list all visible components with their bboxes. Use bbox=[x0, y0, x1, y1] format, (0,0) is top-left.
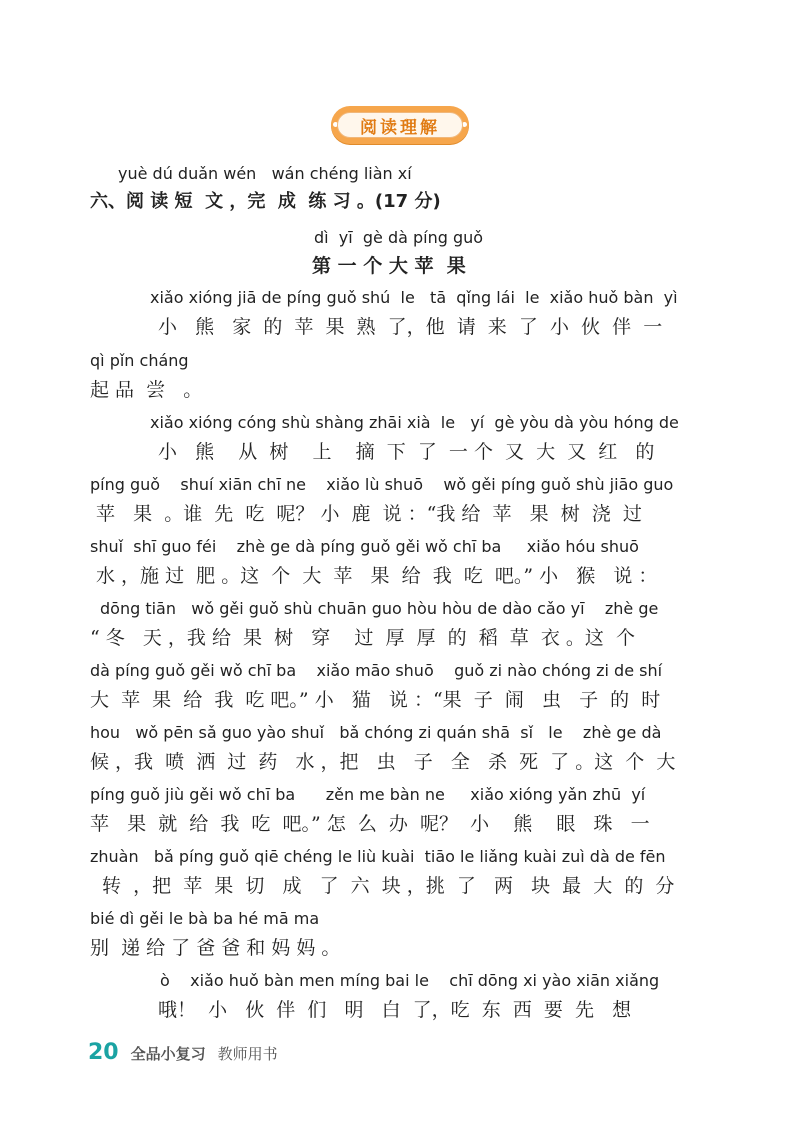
story-line-pinyin: dà píng guǒ gěi wǒ chī ba xiǎo māo shuō guǒ zi nào chóng zi de shí bbox=[90, 661, 663, 680]
story-line-text: 别 递 给 了 爸 爸 和 妈 妈 。 bbox=[90, 937, 341, 959]
story-line-pinyin: ò xiǎo huǒ bàn men míng bai le chī dōng xi yào xiān xiǎng bbox=[160, 971, 660, 990]
story-line-pinyin: hou wǒ pēn sǎ guo yào shuǐ bǎ chóng zi quán shā sǐ le zhè ge dà bbox=[90, 723, 662, 742]
story-line-text: 苹 果 就 给 我 吃 吧。” 怎 么 办 呢？ 小 熊 眼 珠 一 bbox=[90, 813, 650, 835]
question-pinyin: yuè dú duǎn wén wán chéng liàn xí bbox=[118, 164, 412, 183]
story-line-text: 小 熊 从 树 上 摘 下 了 一 个 又 大 又 红 的 bbox=[158, 441, 655, 463]
story-title: 第 一 个 大 苹 果 bbox=[312, 255, 466, 277]
story-line-pinyin: dōng tiān wǒ gěi guǒ shù chuān guo hòu hòu de dào cǎo yī zhè ge bbox=[100, 599, 659, 618]
page-number: 20 bbox=[88, 1040, 119, 1065]
story-line-text: 大 苹 果 给 我 吃 吧。” 小 猫 说 ：“果 子 闹 虫 子 的 时 bbox=[90, 689, 661, 711]
story-line-text: 小 熊 家 的 苹 果 熟 了，他 请 来 了 小 伙 伴 一 bbox=[158, 316, 663, 338]
story-line-pinyin: xiǎo xióng cóng shù shàng zhāi xià le yí gè yòu dà yòu hóng de bbox=[150, 413, 679, 432]
story-line-pinyin: qì pǐn cháng bbox=[90, 351, 189, 370]
story-line-pinyin: shuǐ shī guo féi zhè ge dà píng guǒ gěi wǒ chī ba xiǎo hóu shuō bbox=[90, 537, 639, 556]
story-line-pinyin: xiǎo xióng jiā de píng guǒ shú le tā qǐng lái le xiǎo huǒ bàn yì bbox=[150, 288, 678, 307]
question-text: 六、阅 读 短 文 ，完 成 练 习 。(17 分) bbox=[90, 191, 441, 212]
section-badge bbox=[331, 106, 469, 144]
story-line-pinyin: píng guǒ shuí xiān chī ne xiǎo lù shuō wǒ gěi píng guǒ shù jiāo guo bbox=[90, 475, 674, 494]
story-line-text: 转 ，把 苹 果 切 成 了 六 块 ，挑 了 两 块 最 大 的 分 bbox=[96, 875, 675, 897]
story-line-text: 水 ，施 过 肥 。这 个 大 苹 果 给 我 吃 吧。” 小 猴 说 ： bbox=[96, 565, 658, 587]
page-footer bbox=[88, 1040, 278, 1065]
book-title: 全品小复习 bbox=[130, 1045, 206, 1063]
story-line-text: 苹 果 。谁 先 吃 呢？ 小 鹿 说 ：“我 给 苹 果 树 浇 过 bbox=[96, 503, 642, 525]
story-line-pinyin: zhuàn bǎ píng guǒ qiē chéng le liù kuài tiāo le liǎng kuài zuì dà de fēn bbox=[90, 847, 666, 866]
section-badge-label: 阅读理解 bbox=[337, 112, 463, 138]
story-line-text: 起 品 尝 。 bbox=[90, 379, 203, 401]
story-line-text: 哦！ 小 伙 伴 们 明 白 了，吃 东 西 要 先 想 bbox=[158, 999, 632, 1021]
story-line-text: 候 ，我 喷 洒 过 药 水 ，把 虫 子 全 杀 死 了 。这 个 大 bbox=[90, 751, 676, 773]
story-line-pinyin: píng guǒ jiù gěi wǒ chī ba zěn me bàn ne xiǎo xióng yǎn zhū yí bbox=[90, 785, 646, 804]
story-line-text: “ 冬 天 ，我 给 果 树 穿 过 厚 厚 的 稻 草 衣 。这 个 bbox=[90, 627, 635, 649]
book-edition: 教师用书 bbox=[217, 1045, 278, 1063]
story-line-pinyin: bié dì gěi le bà ba hé mā ma bbox=[90, 909, 320, 928]
story-title-pinyin: dì yī gè dà píng guǒ bbox=[314, 228, 484, 247]
section-header bbox=[0, 106, 800, 150]
